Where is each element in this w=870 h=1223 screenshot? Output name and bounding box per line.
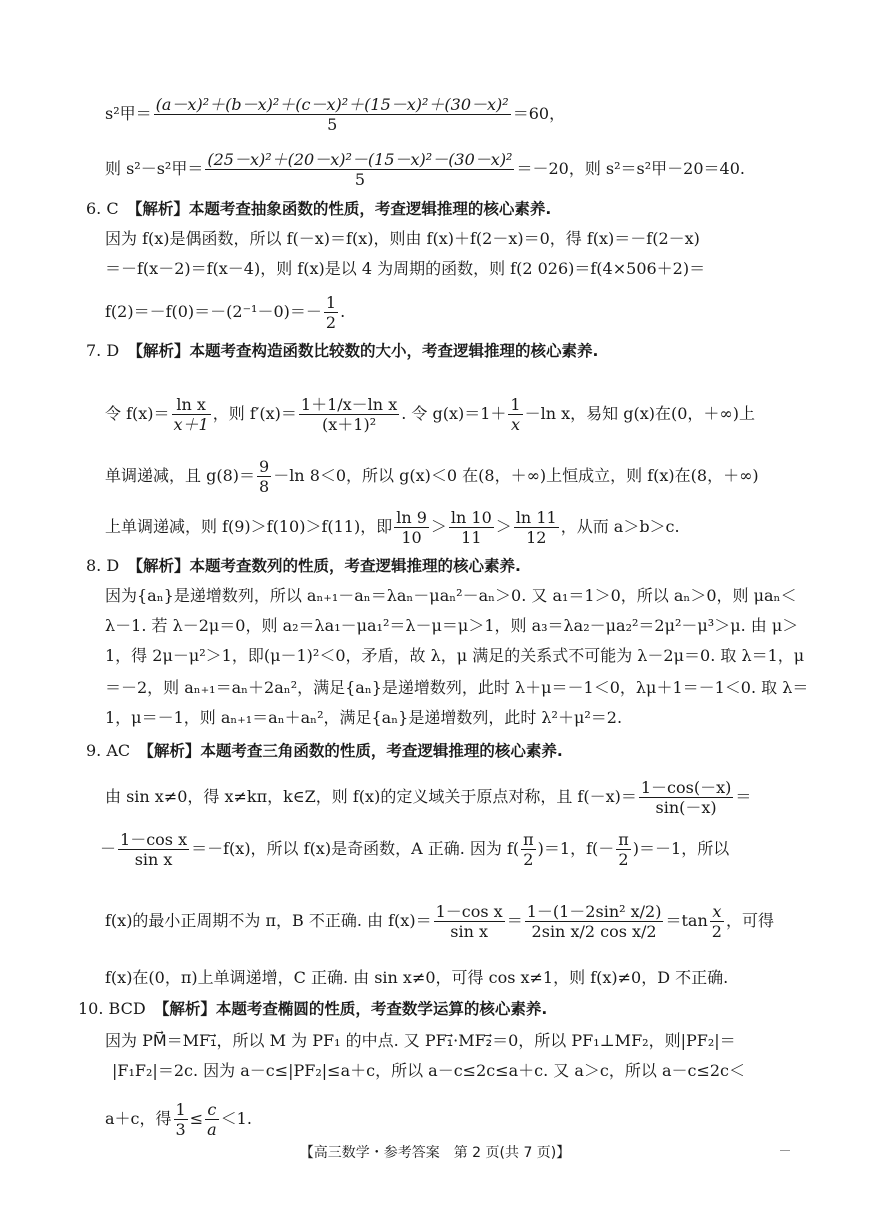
numerator: 1 <box>325 293 337 312</box>
denominator: 2 <box>325 313 337 332</box>
q7-line-2 <box>105 457 759 496</box>
text: 上单调递减，则 f(9)＞f(10)＞f(11)，即 <box>105 517 393 536</box>
fraction <box>521 830 536 869</box>
numerator: π <box>618 830 629 849</box>
analysis-title: 【解析】本题考查构造函数比较数的大小，考查逻辑推理的核心素养. <box>135 342 599 360</box>
text: －ln x，易知 g(x)在(0，＋∞)上 <box>524 404 755 423</box>
text: ，可得 <box>725 911 774 930</box>
fraction <box>205 150 514 189</box>
text: ＝－f(x)，所以 f(x)是奇函数，A 正确. 因为 f( <box>191 839 520 858</box>
analysis-title: 【解析】本题考查椭圆的性质，考查数学运算的核心素养. <box>161 1000 548 1018</box>
numerator: (a－x)²＋(b－x)²＋(c－x)²＋(15－x)²＋(30－x)² <box>155 95 509 114</box>
fraction <box>172 395 211 434</box>
answer-label: 6. C <box>86 199 135 218</box>
text: ，从而 a＞b＞c. <box>560 517 680 536</box>
q6-line-3 <box>105 293 345 332</box>
analysis-title: 【解析】本题考查数列的性质，考查逻辑推理的核心素养. <box>135 557 521 575</box>
text: ≤ <box>189 1109 204 1128</box>
numerator: x <box>710 902 724 922</box>
denominator: 12 <box>526 528 547 547</box>
text: ，则 f′(x)＝ <box>212 404 297 423</box>
text: －ln 8＜0，所以 g(x)＜0 在(8，＋∞)上恒成立，则 f(x)在(8，＋∞) <box>273 466 759 485</box>
denominator: 5 <box>327 115 338 134</box>
denominator: 8 <box>259 477 270 496</box>
numerator: 1－cos x <box>120 830 188 849</box>
fraction <box>616 830 631 869</box>
q7-line-1 <box>105 395 755 434</box>
fraction <box>449 508 494 547</box>
fraction <box>508 395 522 434</box>
denominator: x <box>511 415 521 434</box>
q10-line-3 <box>105 1100 252 1139</box>
text: 单调递减，且 g(8)＝ <box>105 466 255 485</box>
fraction <box>299 395 399 434</box>
text: . <box>340 302 346 321</box>
numerator: 1－cos x <box>435 902 503 921</box>
q8-line-2: λ－1. 若 λ－2μ＝0，则 a₂＝λa₁－μa₁²＝λ－μ＝μ＞1，则 a₃＝λa₂－μa₂²＝2μ²－μ³＞μ. 由 μ＞ <box>105 616 799 635</box>
numerator: ln 11 <box>515 508 557 527</box>
denominator: sin(－x) <box>655 798 717 817</box>
text: f(x)的最小正周期不为 π，B 不正确. 由 f(x)＝ <box>105 911 432 930</box>
text: ＝60， <box>512 104 566 123</box>
q6-line-1: 因为 f(x)是偶函数，所以 f(－x)＝f(x)，则由 f(x)＋f(2－x)＝0，得 f(x)＝－f(2－x) <box>105 229 700 248</box>
text: － <box>100 839 117 858</box>
question-8-header <box>86 555 521 577</box>
numerator: ln 10 <box>450 508 492 527</box>
fraction <box>710 902 724 941</box>
q10-line-2: |F₁F₂|＝2c. 因为 a－c≤|PF₂|≤a＋c，所以 a－c≤2c≤a＋c. 又 a＞c，所以 a－c≤2c＜ <box>112 1061 746 1080</box>
denominator: 2 <box>711 922 722 941</box>
denominator: sin x <box>450 922 488 941</box>
denominator: 10 <box>401 528 422 547</box>
numerator: c <box>205 1100 219 1120</box>
text: f(2)＝－f(0)＝－(2⁻¹－0)＝－ <box>105 302 322 321</box>
fraction <box>639 778 734 817</box>
text: ＜1. <box>220 1109 252 1128</box>
denominator: (x＋1)² <box>322 415 377 434</box>
text: . 令 g(x)＝1＋ <box>401 404 507 423</box>
text: 令 f(x)＝ <box>105 404 170 423</box>
fraction <box>174 1100 188 1139</box>
q9-line-1 <box>105 778 751 817</box>
numerator: 1＋1/x－ln x <box>300 395 398 414</box>
fraction <box>525 902 664 941</box>
analysis-title: 【解析】本题考查抽象函数的性质，考查逻辑推理的核心素养. <box>134 200 552 218</box>
fraction <box>514 508 559 547</box>
denominator: sin x <box>134 850 173 869</box>
numerator: π <box>523 830 534 849</box>
answer-label: 8. D <box>86 556 136 575</box>
question-10-header <box>78 998 547 1020</box>
denominator: 2sin x/2 cos x/2 <box>531 922 657 941</box>
q9-line-2 <box>100 830 729 869</box>
text: ＝tan <box>665 911 708 930</box>
text: ＝－20，则 s²＝s²甲－20＝40. <box>516 159 745 178</box>
numerator: ln x <box>172 395 211 415</box>
fraction <box>394 508 429 547</box>
numerator: ln 9 <box>396 508 427 527</box>
answer-label: 10. BCD <box>78 999 162 1018</box>
formula-line-2 <box>105 150 745 189</box>
q6-line-2: ＝－f(x－2)＝f(x－4)，则 f(x)是以 4 为周期的函数，则 f(2 026)＝f(4×506＋2)＝ <box>105 259 706 278</box>
numerator: 1 <box>510 395 521 414</box>
question-9-header <box>86 740 563 762</box>
fraction <box>324 293 338 332</box>
fraction <box>257 457 271 496</box>
question-7-header <box>86 340 598 362</box>
text: 由 sin x≠0，得 x≠kπ，k∈Z，则 f(x)的定义域关于原点对称，且 f(－x)＝ <box>105 787 637 806</box>
text: )＝1，f(－ <box>537 839 615 858</box>
fraction <box>118 830 189 869</box>
answer-label: 7. D <box>86 341 136 360</box>
q10-line-1: 因为 PM⃗＝MF₁⃗，所以 M 为 PF₁ 的中点. 又 PF₁⃗·MF₂⃗＝0，所以 PF₁⊥MF₂，则|PF₂|＝ <box>105 1031 736 1050</box>
denominator: 11 <box>461 528 482 547</box>
text: a＋c，得 <box>105 1109 172 1128</box>
numerator: 9 <box>259 457 270 476</box>
q8-line-1: 因为{aₙ}是递增数列，所以 aₙ₊₁－aₙ＝λaₙ－μaₙ²－aₙ＞0. 又 a₁＝1＞0，所以 aₙ＞0，则 μaₙ＜ <box>105 586 797 605</box>
divider <box>780 1150 790 1151</box>
text: ＝ <box>506 911 523 930</box>
answer-label: 9. AC <box>86 741 147 760</box>
fraction <box>434 902 505 941</box>
q8-line-5: 1，μ＝－1，则 aₙ₊₁＝aₙ＋aₙ²，满足{aₙ}是递增数列，此时 λ²＋μ²＝2. <box>105 708 623 727</box>
q9-line-3 <box>105 902 774 941</box>
numerator: (25－x)²＋(20－x)²－(15－x)²－(30－x)² <box>207 150 513 169</box>
fraction <box>205 1100 219 1139</box>
text: ＝ <box>735 787 752 806</box>
formula-line-1 <box>105 95 565 134</box>
analysis-title: 【解析】本题考查三角函数的性质，考查逻辑推理的核心素养. <box>146 742 563 760</box>
q7-line-3: 上单调递减，则 f(9)＞f(10)＞f(11)，即 $\frac{\ln 9}{10}$ ＞ $\frac{\ln 10}{11}$ ＞ $\frac{\ln 11}{12}$ ，从而 a＞b＞c. <box>105 508 680 547</box>
denominator: 2 <box>523 850 534 869</box>
denominator: a <box>207 1120 217 1139</box>
q9-line-4: f(x)在(0，π)上单调递增，C 正确. 由 sin x≠0，可得 cos x≠1，则 f(x)≠0，D 不正确. <box>105 968 729 987</box>
denominator: 2 <box>618 850 629 869</box>
q8-line-3: 1，得 2μ－μ²＞1，即(μ－1)²＜0，矛盾，故 λ，μ 满足的关系式不可能为 λ－2μ＝0. 取 λ＝1，μ <box>105 646 805 665</box>
numerator: 1 <box>175 1100 186 1119</box>
page-footer: 【高三数学・参考答案 第 2 页(共 7 页)】 <box>299 1145 571 1161</box>
fraction <box>154 95 511 134</box>
text: 则 s²－s²甲＝ <box>105 159 204 178</box>
numerator: 1－(1－2sin² x/2) <box>526 902 662 921</box>
text: s²甲＝ <box>105 104 152 123</box>
question-6-header <box>86 198 551 220</box>
denominator: 5 <box>354 170 365 189</box>
numerator: 1－cos(－x) <box>640 778 732 797</box>
denominator: 3 <box>175 1120 186 1139</box>
text: )＝－1，所以 <box>632 839 730 858</box>
q8-line-4: ＝－2，则 aₙ₊₁＝aₙ＋2aₙ²，满足{aₙ}是递增数列，此时 λ＋μ＝－1＜0，λμ＋1＝－1＜0. 取 λ＝ <box>105 678 809 697</box>
denominator: x＋1 <box>173 415 209 434</box>
